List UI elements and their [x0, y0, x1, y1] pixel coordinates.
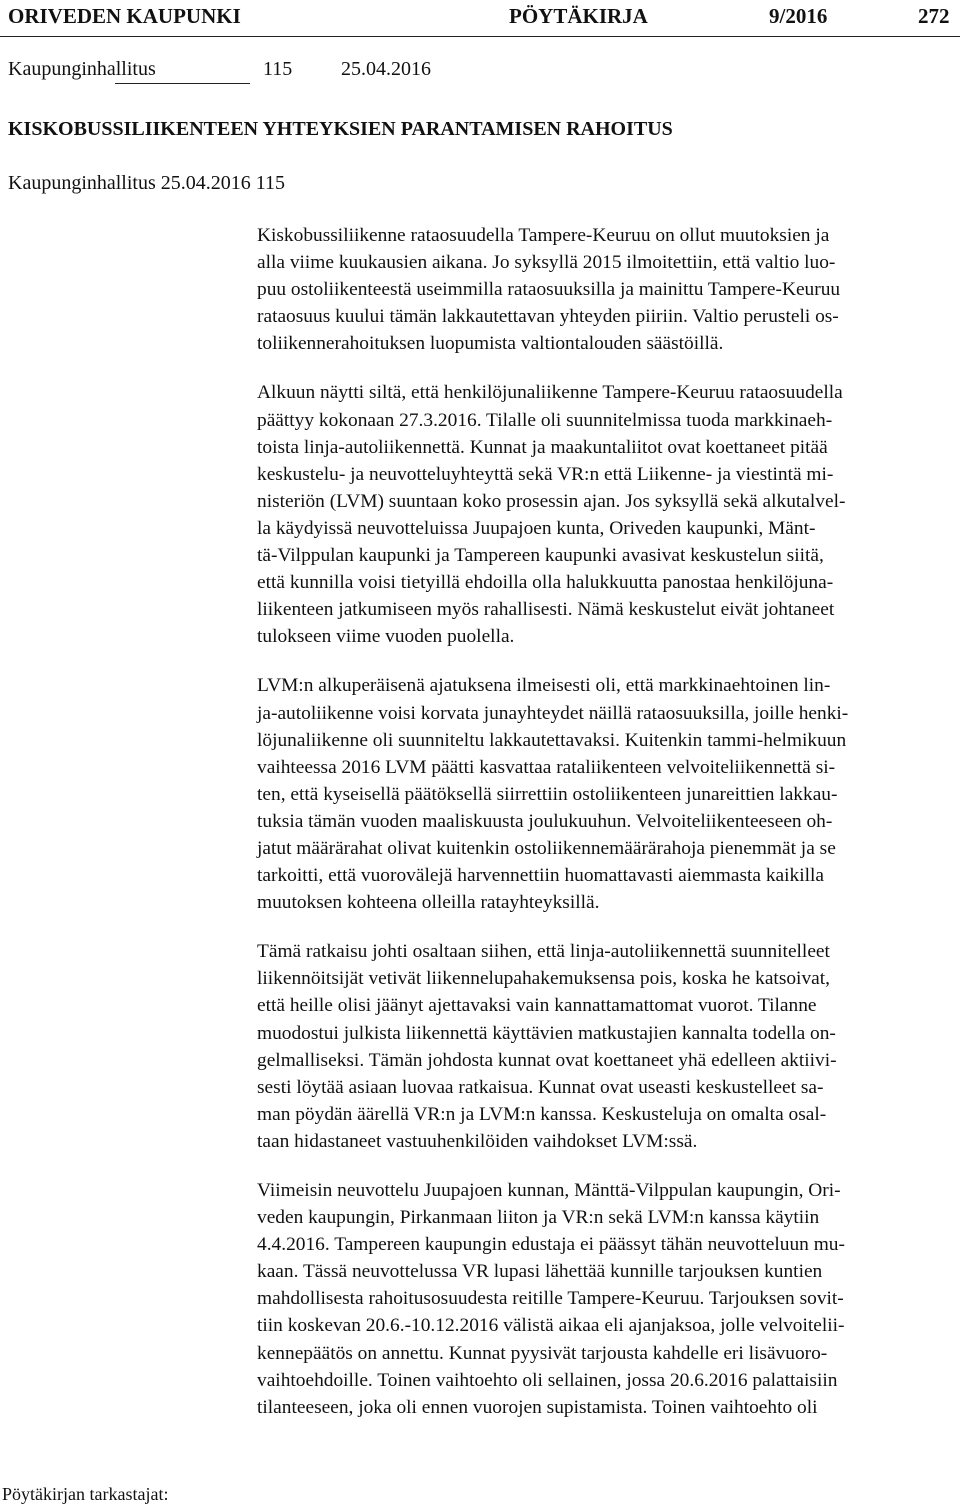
reference-line: Kaupunginhallitus 25.04.2016 115 — [8, 172, 286, 194]
meeting-body: Kaupunginhallitus — [8, 58, 156, 80]
text-line: tarkoitti, että vuorovälejä harvennettiin huomattavasti aiemmasta kaikilla — [257, 865, 824, 887]
text-line: rataosuus kuului tämän lakkautettavan yhteyden piiriin. Valtio perusteli os- — [257, 306, 839, 328]
text-line: 4.4.2016. Tampereen kaupungin edustaja ei päässyt tähän neuvotteluun mu- — [257, 1234, 845, 1256]
paragraph — [257, 938, 957, 1155]
document-body — [257, 222, 957, 1443]
paragraph — [257, 222, 957, 357]
paragraph — [257, 672, 957, 916]
text-line: puu ostoliikenteestä useimmilla rataosuuksilla ja mainittu Tampere-Keuruu — [257, 279, 841, 301]
text-line: ten, että kyseisellä päätöksellä siirrettiin ostoliikenteen junareittien lakkau- — [257, 783, 838, 805]
text-line: la käydyissä neuvotteluissa Juupajoen kunta, Oriveden kaupunki, Mänt- — [257, 517, 816, 539]
text-line: vaihtoehdoille. Toinen vaihtoehto oli sellainen, jossa 20.6.2016 palattaisiin — [257, 1369, 838, 1391]
organization-name: ORIVEDEN KAUPUNKI — [8, 4, 241, 28]
text-line: Viimeisin neuvottelu Juupajoen kunnan, Mänttä-Vilppulan kaupungin, Ori- — [257, 1180, 841, 1201]
meeting-date: 25.04.2016 — [341, 58, 431, 80]
text-line: muutoksen kohteena olleilla ratayhteyksillä. — [257, 892, 600, 914]
text-line: liikennöitsijät vetivät liikennelupahakemuksensa pois, koska he katsoivat, — [257, 968, 830, 990]
header-divider — [0, 36, 960, 37]
text-line: kaan. Tässä neuvottelussa VR lupasi lähettää kunnille tarjouksen kuntien — [257, 1261, 823, 1283]
text-line: tulokseen viime vuoden puolella. — [257, 626, 515, 648]
text-line: tuksia tämän vuoden maaliskuusta joulukuuhun. Velvoiteliikenteeseen oh- — [257, 810, 833, 832]
paragraph — [257, 1177, 957, 1421]
text-line: Kiskobussiliikenne rataosuudella Tampere-Keuruu on ollut muutoksien ja — [257, 225, 830, 246]
text-line: että kunnilla voisi tietyillä ehdoilla olla halukkuutta panostaa henkilöjuna- — [257, 572, 834, 594]
minutes-reviewers-label: Pöytäkirjan tarkastajat: — [2, 1484, 169, 1504]
text-line: kennepäätös on annettu. Kunnat pyysivät tarjousta kahdelle eri lisävuoro- — [257, 1342, 828, 1364]
text-line: liikenteen jatkumiseen myös rahallisesti. Nämä keskustelut eivät johtaneet — [257, 599, 835, 621]
text-line: gelmalliseksi. Tämän johdosta kunnat ovat koettaneet yhä edelleen aktiivi- — [257, 1049, 837, 1071]
text-line: tä-Vilppulan kaupunki ja Tampereen kaupunki avasivat keskustelun siitä, — [257, 545, 824, 567]
page-title: KISKOBUSSILIIKENTEEN YHTEYKSIEN PARANTAMISEN RAHOITUS — [8, 118, 673, 140]
text-line: veden kaupungin, Pirkanmaan liiton ja VR:n sekä LVM:n kanssa käytiin — [257, 1207, 820, 1229]
text-line: alla viime kuukausien aikana. Jo syksyllä 2015 ilmoitettiin, että valtio luo- — [257, 252, 836, 274]
text-line: päättyy kokonaan 27.3.2016. Tilalle oli suunnitelmissa tuoda markkinaeh- — [257, 409, 833, 431]
text-line: löjunaliikenne oli suunniteltu lakkautettavaksi. Kuitenkin tammi-helmikuun — [257, 729, 847, 751]
text-line: toliikennerahoituksen luopumista valtiontalouden säästöillä. — [257, 333, 724, 355]
paragraph — [257, 379, 957, 650]
text-line: taan hidastaneet vastuuhenkilöiden vaihdokset LVM:ssä. — [257, 1130, 698, 1152]
text-line: man pöydän äärellä VR:n ja LVM:n kanssa. Keskusteluja on omalta osal- — [257, 1103, 827, 1125]
text-line: vaihteessa 2016 LVM päätti kasvattaa rataliikenteen velvoiteliikennettä si- — [257, 756, 836, 778]
page-number: 272 — [918, 4, 950, 28]
text-line: ja-autoliikenne voisi korvata junayhteydet näillä rataosuuksilla, joille henki- — [257, 702, 849, 724]
text-line: jatut määrärahat olivat kuitenkin ostoliikennemäärärahoja pienemmät ja se — [257, 837, 836, 859]
document-number: 9/2016 — [769, 4, 828, 28]
text-line: tiin koskevan 20.6.-10.12.2016 välistä aikaa eli ajanjaksoa, jolle velvoitelii- — [257, 1315, 845, 1337]
text-line: että heille olisi jäänyt ajettavaksi vain kannattamattomat vuorot. Tilanne — [257, 995, 817, 1017]
text-line: keskustelu- ja neuvotteluyhteyttä sekä VR:n että Liikenne- ja viestintä mi- — [257, 463, 834, 485]
meeting-divider — [115, 83, 250, 84]
document-type: PÖYTÄKIRJA — [509, 4, 648, 28]
text-line: tilanteeseen, joka oli ennen vuorojen supistamista. Toinen vaihtoehto oli — [257, 1396, 818, 1418]
meeting-item-number: 115 — [263, 58, 293, 80]
text-line: LVM:n alkuperäisenä ajatuksena ilmeisesti oli, että markkinaehtoinen lin- — [257, 675, 831, 697]
text-line: toista linja-autoliikennettä. Kunnat ja maakuntaliitot ovat koettaneet pitää — [257, 436, 828, 458]
text-line: muodostui julkista liikennettä käyttävien matkustajien kannalta todella on- — [257, 1022, 836, 1044]
text-line: mahdollisesta rahoitusosuudesta reitille Tampere-Keuruu. Tarjouksen sovit- — [257, 1288, 844, 1310]
text-line: nisteriön (LVM) suuntaan koko prosessin ajan. Jos syksyllä sekä alkutalvel- — [257, 490, 846, 512]
text-line: sesti löytää asiaan luovaa ratkaisua. Kunnat ovat useasti keskustelleet sa- — [257, 1076, 824, 1098]
text-line: Tämä ratkaisu johti osaltaan siihen, että linja-autoliikennettä suunnitelleet — [257, 941, 830, 963]
text-line: Alkuun näytti siltä, että henkilöjunaliikenne Tampere-Keuruu rataosuudella — [257, 382, 843, 404]
